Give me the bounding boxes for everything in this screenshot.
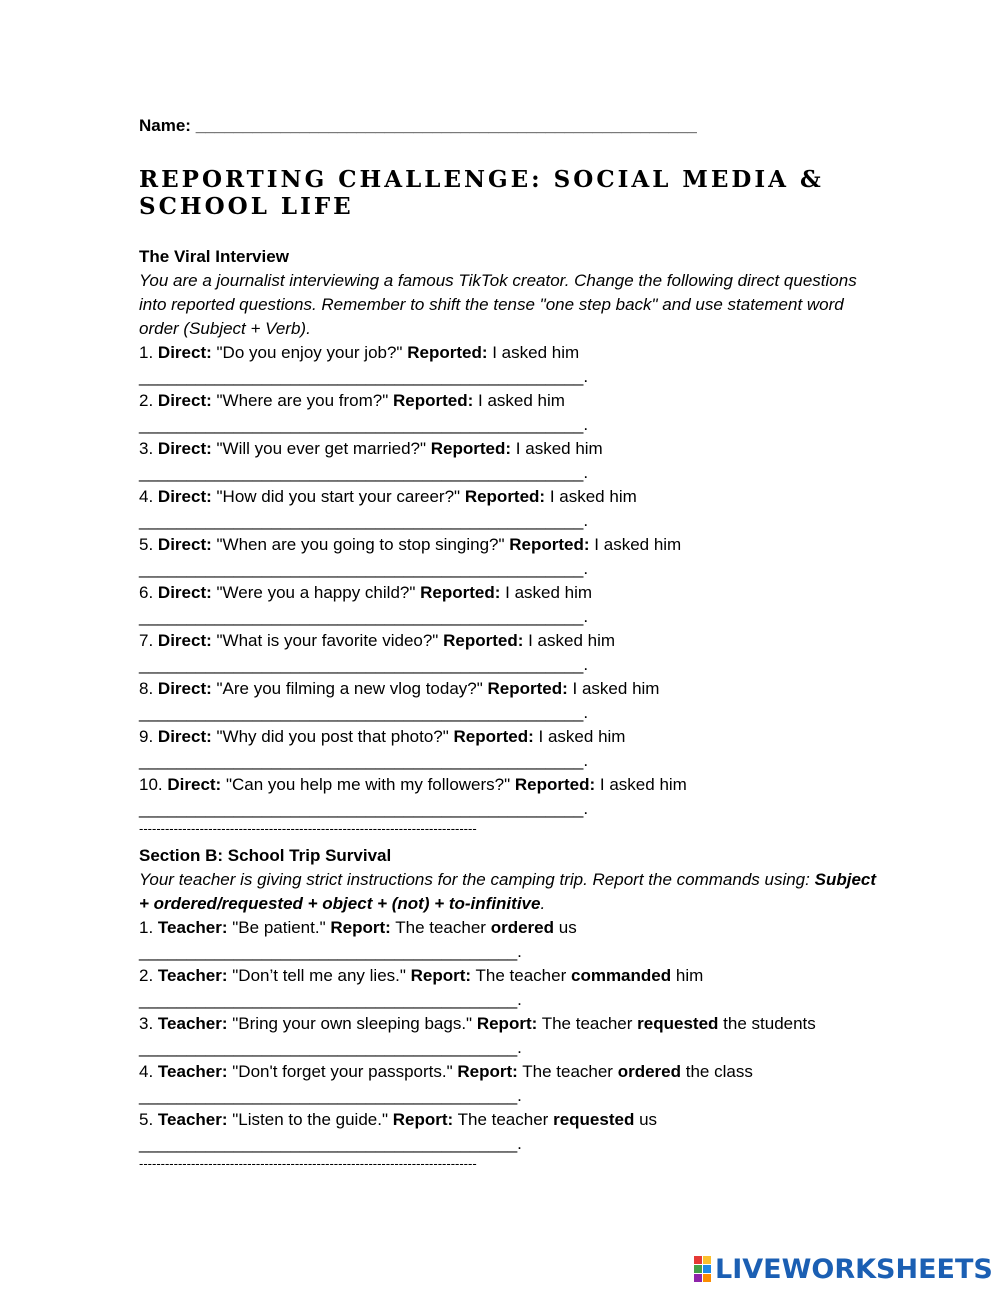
report-object: the class [685,1062,753,1081]
item-number: 6. [139,583,154,602]
divider: ------------------------------------------------------------------------------ [139,821,477,836]
command-item [139,1108,879,1132]
direct-label: Direct: [167,775,222,794]
item-number: 4. [139,1062,154,1081]
item-number: 10. [139,775,163,794]
direct-label: Direct: [157,439,212,458]
question-item [139,725,879,749]
logo-block [694,1256,702,1264]
reported-label: Reported: [464,487,546,506]
teacher-quote: "Don’t tell me any lies." [232,966,406,985]
section-a-title: The Viral Interview [139,247,289,266]
reported-label: Reported: [487,679,568,698]
report-label: Report: [392,1110,454,1129]
liveworksheets-logo [694,1253,993,1285]
direct-label: Direct: [157,487,212,506]
reported-label: Reported: [393,391,474,410]
answer-line[interactable]: _______________________________________________. [139,511,589,530]
logo-blocks-icon [694,1256,711,1282]
teacher-quote: "Don't forget your passports." [232,1062,453,1081]
item-number: 1. [139,343,154,362]
report-verb: ordered [617,1062,682,1081]
answer-line[interactable]: ________________________________________. [139,1086,522,1105]
answer-line[interactable]: _______________________________________________. [139,559,589,578]
logo-block [694,1265,702,1273]
direct-quote: "Are you filming a new vlog today?" [216,679,483,698]
report-prefix: The teacher [457,1110,549,1129]
reported-stem: I asked him [478,391,565,410]
direct-label: Direct: [157,343,212,362]
answer-line[interactable]: _______________________________________________. [139,655,589,674]
question-item [139,341,879,365]
item-number: 4. [139,487,154,506]
teacher-label: Teacher: [157,1110,228,1129]
report-label: Report: [476,1014,538,1033]
reported-stem: I asked him [538,727,626,746]
answer-line[interactable]: _______________________________________________. [139,367,589,386]
reported-label: Reported: [453,727,534,746]
report-label: Report: [457,1062,518,1081]
answer-line[interactable]: _______________________________________________. [139,703,589,722]
teacher-label: Teacher: [157,918,228,937]
reported-label: Reported: [509,535,590,554]
report-object: us [639,1110,658,1129]
reported-stem: I asked him [505,583,593,602]
reported-stem: I asked him [594,535,682,554]
direct-label: Direct: [157,679,212,698]
answer-line[interactable]: _______________________________________________. [139,415,589,434]
section-b-items [139,916,879,1156]
answer-line[interactable]: _______________________________________________. [139,799,589,818]
item-number: 5. [139,535,154,554]
report-object: the students [723,1014,816,1033]
answer-line[interactable]: ________________________________________. [139,942,522,961]
direct-quote: "Will you ever get married?" [216,439,427,458]
direct-quote: "What is your favorite video?" [216,631,439,650]
report-prefix: The teacher [395,918,486,937]
reported-stem: I asked him [528,631,616,650]
item-number: 1. [139,918,154,937]
direct-label: Direct: [157,631,212,650]
teacher-quote: "Bring your own sleeping bags." [232,1014,473,1033]
answer-line[interactable]: _______________________________________________. [139,607,589,626]
direct-quote: "Why did you post that photo?" [216,727,449,746]
answer-line[interactable]: _______________________________________________. [139,463,589,482]
report-prefix: The teacher [541,1014,633,1033]
teacher-label: Teacher: [157,966,228,985]
reported-stem: I asked him [492,343,580,362]
teacher-label: Teacher: [157,1014,228,1033]
report-verb: commanded [570,966,672,985]
teacher-quote: "Be patient." [232,918,326,937]
command-item [139,916,879,940]
name-line[interactable]: _____________________________________________________ [195,116,697,135]
report-label: Report: [330,918,391,937]
answer-line[interactable]: ________________________________________. [139,990,522,1009]
question-item [139,389,879,413]
report-prefix: The teacher [522,1062,613,1081]
reported-label: Reported: [430,439,512,458]
section-b [139,844,879,1172]
item-number: 7. [139,631,154,650]
item-number: 9. [139,727,154,746]
reported-stem: I asked him [549,487,637,506]
name-field[interactable] [139,116,697,136]
answer-line[interactable]: _______________________________________________. [139,751,589,770]
direct-quote: "Can you help me with my followers?" [225,775,511,794]
section-a [139,245,879,837]
direct-quote: "Do you enjoy your job?" [216,343,403,362]
report-object: us [558,918,577,937]
logo-block [703,1265,711,1273]
section-b-title: Section B: School Trip Survival [139,846,392,865]
direct-quote: "Were you a happy child?" [216,583,416,602]
logo-block [703,1274,711,1282]
direct-label: Direct: [157,727,212,746]
report-object: him [675,966,704,985]
item-number: 5. [139,1110,154,1129]
section-b-instructions [139,868,879,916]
command-item [139,964,879,988]
question-item [139,485,879,509]
item-number: 2. [139,966,154,985]
reported-label: Reported: [443,631,524,650]
question-item [139,437,879,461]
reported-stem: I asked him [515,439,603,458]
item-number: 2. [139,391,154,410]
direct-quote: "When are you going to stop singing?" [216,535,505,554]
item-number: 3. [139,1014,154,1033]
reported-stem: I asked him [572,679,660,698]
question-item [139,629,879,653]
teacher-quote: "Listen to the guide." [232,1110,388,1129]
report-verb: requested [637,1014,719,1033]
teacher-label: Teacher: [157,1062,228,1081]
direct-label: Direct: [157,391,212,410]
direct-quote: "How did you start your career?" [216,487,461,506]
reported-label: Reported: [514,775,596,794]
item-number: 3. [139,439,154,458]
command-item [139,1060,879,1084]
section-b-instructions-text: Your teacher is giving strict instructions for the camping trip. Report the commands using: [139,870,810,889]
section-a-items [139,341,879,821]
report-verb: requested [553,1110,635,1129]
divider: ------------------------------------------------------------------------------ [139,1156,477,1171]
name-label: Name: [139,116,191,135]
logo-block [694,1274,702,1282]
direct-label: Direct: [157,583,212,602]
question-item [139,533,879,557]
reported-stem: I asked him [599,775,687,794]
direct-quote: "Where are you from?" [216,391,389,410]
section-a-instructions: You are a journalist interviewing a famous TikTok creator. Change the following direct questions into reported questions. Remember to shift the tense "one step back" and use statement word order (Subject + Verb). [139,271,857,338]
section-b-instructions-formula: Subject + ordered/requested + object + (not) + to-infinitive [139,870,877,913]
reported-label: Reported: [407,343,488,362]
command-item [139,1012,879,1036]
question-item [139,581,879,605]
direct-label: Direct: [157,535,212,554]
report-prefix: The teacher [475,966,567,985]
answer-line[interactable]: ________________________________________. [139,1038,522,1057]
item-number: 8. [139,679,154,698]
logo-block [703,1256,711,1264]
report-label: Report: [410,966,472,985]
report-verb: ordered [490,918,554,937]
section-b-instructions-end: . [540,894,546,913]
question-item [139,773,879,797]
worksheet-title: REPORTING CHALLENGE: SOCIAL MEDIA & SCHOOL LIFE [139,166,824,220]
answer-line[interactable]: ________________________________________. [139,1134,522,1153]
logo-text: LIVEWORKSHEETS [715,1253,993,1285]
reported-label: Reported: [420,583,501,602]
question-item [139,677,879,701]
